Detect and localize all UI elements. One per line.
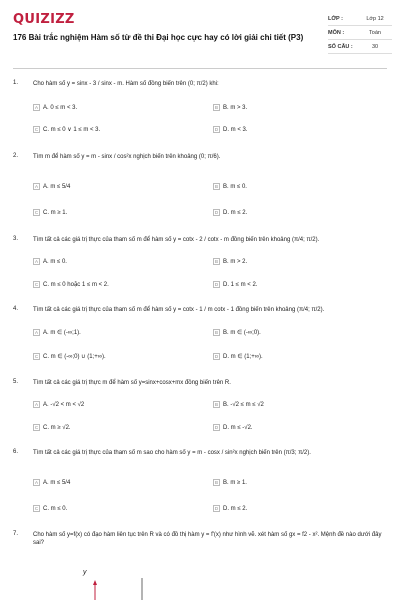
question-number: 3.: [13, 236, 19, 242]
question-7: [13, 531, 387, 561]
question-text: Tìm tất cả các giá trị thực của tham số m để hàm số y = cotx - 2 / cotx - m đồng biến trên khoảng (π/4; π/2).: [33, 237, 320, 243]
option-d[interactable]: [213, 209, 247, 216]
option-checkbox[interactable]: D: [214, 425, 219, 430]
option-text: D. m ≤ -√2.: [223, 424, 253, 431]
meta-label: SỐ CÂU :: [328, 43, 353, 50]
option-checkbox[interactable]: D: [214, 127, 219, 132]
option-b[interactable]: [213, 329, 261, 336]
option-checkbox[interactable]: C: [34, 425, 39, 430]
y-axis-arrow-icon: [93, 580, 97, 585]
option-d[interactable]: [213, 353, 263, 360]
option-text: C. m ≤ 0 hoặc 1 ≤ m < 2.: [43, 281, 109, 288]
option-text: B. m ≥ 1.: [223, 479, 247, 486]
meta-label: MÔN :: [328, 29, 345, 36]
option-text: B. -√2 ≤ m ≤ √2: [223, 401, 264, 408]
question-4: [13, 306, 387, 326]
question-number: 5.: [13, 379, 19, 385]
option-text: C. m ≤ 0.: [43, 505, 68, 512]
option-d[interactable]: [213, 126, 248, 133]
option-a[interactable]: [33, 479, 70, 486]
header-divider: [13, 68, 387, 69]
option-b[interactable]: [213, 104, 247, 111]
question-3: [13, 236, 387, 256]
option-text: D. 1 ≤ m < 2.: [223, 281, 258, 288]
question-text: Tìm tất cả các giá trị thực m để hàm số y=sinx+cosx+mx đồng biến trên R.: [33, 380, 231, 386]
option-checkbox[interactable]: C: [34, 282, 39, 287]
option-a[interactable]: [33, 329, 81, 336]
option-text: D. m ≤ 2.: [223, 505, 248, 512]
question-number: 6.: [13, 449, 19, 455]
option-checkbox[interactable]: B: [214, 402, 218, 407]
question-number: 2.: [13, 153, 19, 159]
question-text: Tìm tất cả các giá trị thực của tham số m để hàm số y = cotx - 1 / m cotx - 1 đồng biến trên khoảng (π/4; π/2).: [33, 307, 325, 313]
option-text: B. m > 2.: [223, 258, 248, 265]
option-checkbox[interactable]: D: [214, 506, 219, 511]
meta-row-count: [328, 40, 392, 54]
quizizz-logo: QUIZIZZ: [13, 12, 75, 27]
option-b[interactable]: [213, 401, 264, 408]
question-number: 4.: [13, 306, 19, 312]
option-a[interactable]: [33, 104, 77, 111]
question-text: Cho hàm số y=f(x) có đạo hàm liên tục trên R và có đồ thị hàm y = f'(x) như hình vẽ. xét hàm số gx = f2 - x². Mệnh đề nào dưới đây sai?: [33, 532, 382, 546]
derivative-graph: [80, 570, 160, 600]
option-b[interactable]: [213, 258, 247, 265]
question-text: Tìm tất cả các giá trị thực của tham số m sao cho hàm số y = m - cosx / sin²x nghịch biến trên (π/3; π/2).: [33, 450, 311, 456]
option-checkbox[interactable]: B: [214, 105, 218, 110]
option-checkbox[interactable]: A: [34, 184, 38, 189]
option-checkbox[interactable]: C: [34, 506, 39, 511]
option-text: A. m ∈ (-∞;1).: [43, 330, 81, 336]
question-number: 7.: [13, 531, 19, 537]
option-checkbox[interactable]: A: [34, 480, 38, 485]
option-c[interactable]: [33, 505, 67, 512]
question-2: [13, 153, 387, 173]
option-text: C. m ∈ (-∞;0) ∪ (1;+∞).: [43, 354, 106, 360]
option-text: C. m ≥ 1.: [43, 209, 68, 216]
document-title: 176 Bài trắc nghiệm Hàm số từ đề thi Đại học cực hay có lời giải chi tiết (P3): [13, 33, 304, 42]
option-checkbox[interactable]: B: [214, 480, 218, 485]
option-a[interactable]: [33, 258, 67, 265]
option-b[interactable]: [213, 183, 247, 190]
option-a[interactable]: [33, 401, 84, 408]
question-number: 1.: [13, 80, 19, 86]
option-c[interactable]: [33, 424, 71, 431]
option-text: A. 0 ≤ m < 3.: [43, 104, 78, 111]
option-checkbox[interactable]: B: [214, 184, 218, 189]
meta-label: LỚP :: [328, 15, 343, 22]
option-text: B. m ≤ 0.: [223, 183, 247, 190]
question-text: Cho hàm số y = sinx - 3 / sinx - m. Hàm số đồng biến trên (0; π/2) khi:: [33, 81, 219, 87]
header: [0, 0, 400, 62]
option-checkbox[interactable]: C: [34, 127, 39, 132]
meta-table: [328, 12, 392, 54]
option-c[interactable]: [33, 126, 100, 133]
meta-value: Toán: [369, 29, 381, 36]
option-checkbox[interactable]: D: [214, 354, 219, 359]
option-checkbox[interactable]: A: [34, 259, 38, 264]
option-text: A. m ≤ 5/4: [43, 479, 71, 486]
graph-svg: [80, 570, 160, 600]
option-text: C. m ≤ 0 ∨ 1 ≤ m < 3.: [43, 127, 101, 133]
option-checkbox[interactable]: C: [34, 210, 39, 215]
question-6: [13, 449, 387, 469]
option-a[interactable]: [33, 183, 70, 190]
option-text: D. m ∈ (1;+∞).: [223, 354, 263, 360]
option-text: B. m > 3.: [223, 104, 248, 111]
option-text: A. -√2 < m < √2: [43, 401, 85, 408]
option-text: A. m ≤ 5/4: [43, 183, 71, 190]
meta-value: 30: [371, 43, 379, 50]
option-text: D. m < 3.: [223, 126, 248, 133]
option-checkbox[interactable]: A: [34, 402, 38, 407]
option-c[interactable]: [33, 209, 67, 216]
meta-value: Lớp 12: [366, 15, 384, 22]
option-checkbox[interactable]: B: [214, 259, 218, 264]
option-text: D. m ≤ 2.: [223, 209, 248, 216]
question-text: Tìm m để hàm số y = m - sinx / cos²x nghịch biến trên khoảng (0; π/6).: [33, 154, 221, 160]
meta-row-subject: [328, 26, 392, 40]
option-text: C. m ≥ √2.: [43, 424, 71, 431]
option-text: B. m ∈ (-∞;0).: [223, 330, 261, 336]
option-checkbox[interactable]: C: [34, 354, 39, 359]
option-checkbox[interactable]: D: [214, 210, 219, 215]
option-checkbox[interactable]: D: [214, 282, 219, 287]
option-b[interactable]: [213, 479, 247, 486]
option-c[interactable]: [33, 353, 106, 360]
meta-row-class: [328, 12, 392, 26]
option-checkbox[interactable]: B: [214, 330, 218, 335]
option-d[interactable]: [213, 505, 247, 512]
option-d[interactable]: [213, 281, 257, 288]
option-d[interactable]: [213, 424, 253, 431]
option-text: A. m ≤ 0.: [43, 258, 67, 265]
option-checkbox[interactable]: A: [34, 330, 38, 335]
option-c[interactable]: [33, 281, 109, 288]
option-checkbox[interactable]: A: [34, 105, 38, 110]
question-5: [13, 379, 387, 391]
graph-y-label: y: [83, 569, 87, 576]
